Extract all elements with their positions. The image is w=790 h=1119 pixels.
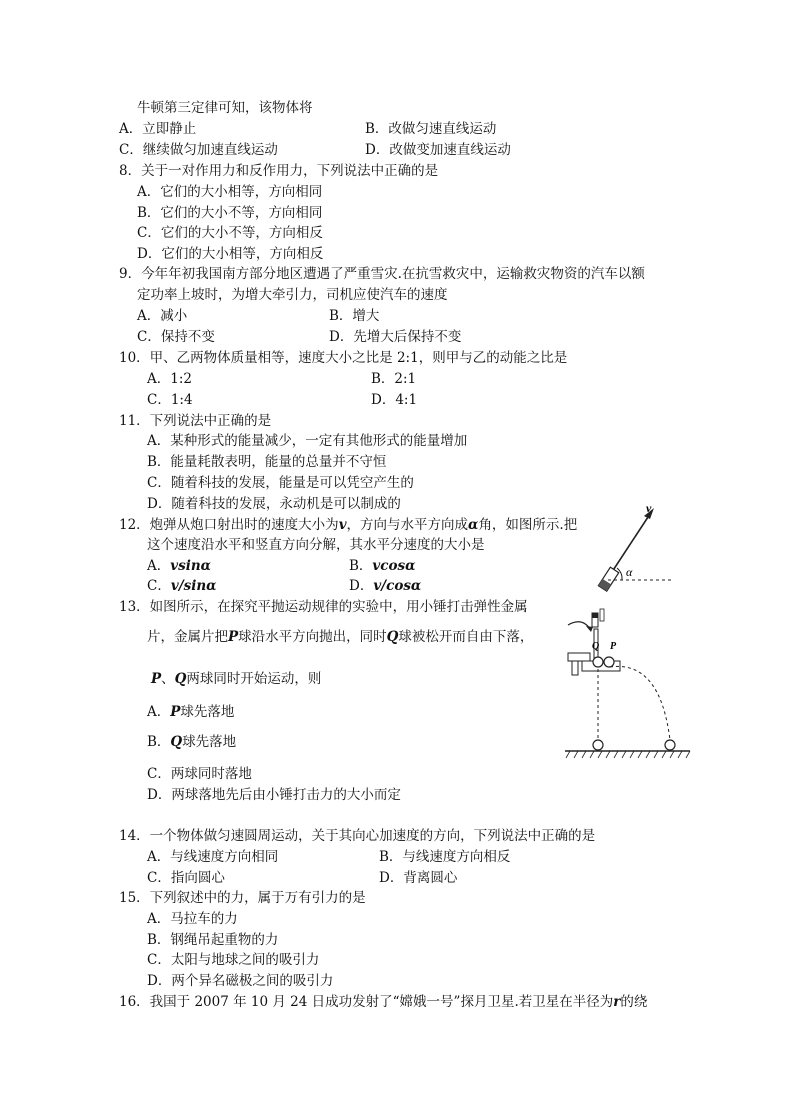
q12-var-alpha: α xyxy=(468,517,479,533)
q13-line3-p: P xyxy=(151,671,162,687)
q15-stem: 15．下列叙述中的力，属于万有引力的是 xyxy=(119,890,366,906)
q15-option-c: C．太阳与地球之间的吸引力 xyxy=(147,952,320,968)
q13-option-a xyxy=(147,704,234,720)
q16-stem xyxy=(119,994,647,1010)
q11-option-d: D．随着科技的发展，永动机是可以制成的 xyxy=(147,496,401,512)
q12-stem-part3: 角，如图所示.把 xyxy=(478,517,578,533)
q12-option-d-label: D． xyxy=(349,578,374,594)
q12-stem-line2: 这个速度沿水平和竖直方向分解，其水平分速度的大小是 xyxy=(147,537,485,553)
q10-option-d: D．4:1 xyxy=(371,392,418,408)
q12-cannon-figure xyxy=(594,498,674,598)
q12-option-d xyxy=(349,578,421,594)
q11-option-b: B．能量耗散表明，能量的总量并不守恒 xyxy=(147,454,387,470)
q12-option-b-label: B． xyxy=(349,558,373,574)
q13-option-c: C．两球同时落地 xyxy=(147,766,252,782)
q15-option-a: A．马拉车的力 xyxy=(147,911,238,927)
q7-option-a: A．立即静止 xyxy=(119,121,197,137)
q14-option-a: A．与线速度方向相同 xyxy=(147,849,279,865)
q13-option-d: D．两球落地先后由小锤打击力的大小而定 xyxy=(147,787,401,803)
q13-option-a-label: A． xyxy=(147,704,171,720)
q13-projectile-figure xyxy=(560,605,695,765)
q7-option-b: B．改做匀速直线运动 xyxy=(365,121,497,137)
ground-hatching xyxy=(566,751,690,758)
q12-stem-line1 xyxy=(119,517,577,533)
q13-stem-part1: 片，金属片把 xyxy=(147,629,228,645)
q7-stem-continuation: 牛顿第三定律可知，该物体将 xyxy=(137,100,313,116)
stand-clamp xyxy=(568,653,590,661)
q10-option-b: B．2:1 xyxy=(371,371,417,387)
q10-stem: 10．甲、乙两物体质量相等，速度大小之比是 2:1，则甲与乙的动能之比是 xyxy=(119,350,568,366)
q16-stem-part1: 16．我国于 2007 年 10 月 24 日成功发射了“嫦娥一号”探月卫星.若卫星在半径为 xyxy=(119,994,614,1010)
q13-stem-part2: 球沿水平方向抛出，同时 xyxy=(238,629,387,645)
q9-option-c: C．保持不变 xyxy=(137,329,215,345)
q13-stem-part3: 球被松开而自由下落， xyxy=(398,629,534,645)
q16-var-r: r xyxy=(613,994,621,1010)
q16-stem-part2: 的绕 xyxy=(620,994,648,1010)
q15-option-b: B．钢绳吊起重物的力 xyxy=(147,932,279,948)
q7-option-c: C．继续做匀加速直线运动 xyxy=(119,142,278,158)
q8-option-a: A．它们的大小相等，方向相同 xyxy=(137,184,323,200)
q12-option-c xyxy=(147,578,217,594)
ball-p-icon xyxy=(604,657,614,667)
q8-option-d: D．它们的大小相等，方向相反 xyxy=(137,246,324,262)
q13-option-a-text: 球先落地 xyxy=(180,704,235,720)
q13-line3-sep: 、 xyxy=(161,671,175,687)
q12-option-b-expr: vcosα xyxy=(372,558,416,574)
q9-stem-line1: 9．今年年初我国南方部分地区遭遇了严重雪灾.在抗雪救灾中，运输救灾物资的汽车以额 xyxy=(119,266,645,282)
q7-option-d: D．改做变加速直线运动 xyxy=(365,142,511,158)
q14-option-b: B．与线速度方向相反 xyxy=(379,849,511,865)
q13-stem-line1: 13．如图所示，在探究平抛运动规律的实验中，用小锤打击弹性金属 xyxy=(119,599,528,615)
q9-stem-line2: 定功率上坡时，为增大牵引力，司机应使汽车的速度 xyxy=(137,287,448,303)
q13-option-b-ball: Q xyxy=(170,734,183,750)
q9-option-b: B．增大 xyxy=(329,308,380,324)
q9-option-a: A．减小 xyxy=(137,308,188,324)
q11-option-a: A．某种形式的能量减少，一定有其他形式的能量增加 xyxy=(147,433,468,449)
ball-p-label: P xyxy=(610,641,617,652)
q8-option-c: C．它们的大小不等，方向相反 xyxy=(137,225,323,241)
ball-q-landed-icon xyxy=(593,740,603,750)
q13-option-b-text: 球先落地 xyxy=(182,734,237,750)
q13-stem-line2 xyxy=(147,629,533,645)
q12-option-b xyxy=(349,558,415,574)
q10-option-c: C．1:4 xyxy=(147,392,193,408)
angle-label: α xyxy=(626,565,633,579)
q13-option-b-label: B． xyxy=(147,734,171,750)
q12-var-v: v xyxy=(338,517,347,533)
q9-option-d: D．先增大后保持不变 xyxy=(329,329,462,345)
q10-option-a: A．1:2 xyxy=(147,371,192,387)
stand-post xyxy=(572,661,578,675)
q15-option-d: D．两个异名磁极之间的吸引力 xyxy=(147,973,334,989)
q13-option-b xyxy=(147,734,236,750)
q12-option-a-label: A． xyxy=(147,558,171,574)
q12-option-a xyxy=(147,558,211,574)
q12-option-c-expr: v/sinα xyxy=(170,578,217,594)
hammer-motion-arrow xyxy=(568,622,590,629)
ball-q-icon xyxy=(593,657,603,667)
q14-option-c: C．指向圆心 xyxy=(147,870,225,886)
q11-stem: 11．下列说法中正确的是 xyxy=(119,413,272,429)
q13-line3-q: Q xyxy=(174,671,187,687)
p-parabolic-path xyxy=(610,666,670,740)
q13-option-a-ball: P xyxy=(170,704,181,720)
ball-q-label: Q xyxy=(592,641,600,652)
q12-stem-part1: 12．炮弹从炮口射出时的速度大小为 xyxy=(119,517,339,533)
q12-stem-part2: ，方向与水平方向成 xyxy=(346,517,469,533)
q8-option-b: B．它们的大小不等，方向相同 xyxy=(137,205,323,221)
q11-option-c: C．随着科技的发展，能量是可以凭空产生的 xyxy=(147,475,414,491)
q13-stem-line3 xyxy=(151,671,321,687)
q8-stem: 8．关于一对作用力和反作用力，下列说法中正确的是 xyxy=(119,163,439,179)
q13-ball-q: Q xyxy=(386,629,399,645)
velocity-label: v xyxy=(646,501,652,515)
q13-ball-p: P xyxy=(228,629,239,645)
ball-p-landed-icon xyxy=(665,740,675,750)
q13-line3-rest: 两球同时开始运动，则 xyxy=(186,671,322,687)
q12-option-d-expr: v/cosα xyxy=(373,578,422,594)
q14-option-d: D．背离圆心 xyxy=(379,870,458,886)
q12-option-a-expr: vsinα xyxy=(170,558,212,574)
q14-stem: 14．一个物体做匀速圆周运动，关于其向心加速度的方向，下列说法中正确的是 xyxy=(119,828,596,844)
q12-option-c-label: C． xyxy=(147,578,171,594)
